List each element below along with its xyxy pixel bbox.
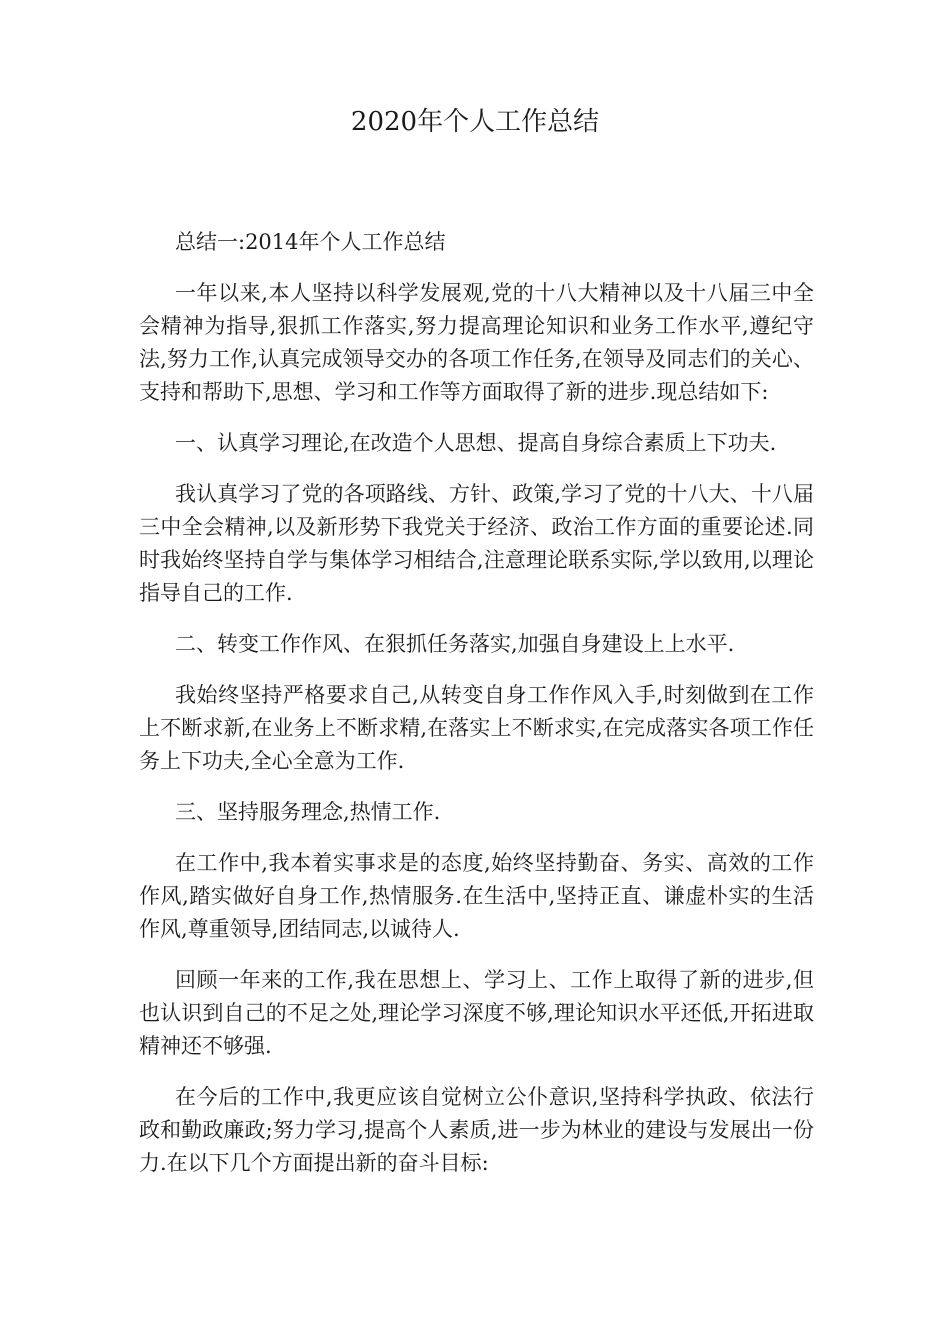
summary-heading: 总结一:2014年个人工作总结	[175, 230, 446, 254]
section-body-3: 在工作中,我本着实事求是的态度,始终坚持勤奋、务实、高效的工作作风,踏实做好自身工作,热情服务.在生活中,坚持正直、谦虚朴实的生活作风,尊重领导,团结同志,以诚待人.	[139, 851, 814, 941]
future-paragraph: 在今后的工作中,我更应该自觉树立公仆意识,坚持科学执政、依法行政和勤政廉政;努力学习,提高个人素质,进一步为林业的建设与发展出一份力.在以下几个方面提出新的奋斗目标:	[139, 1085, 814, 1175]
section-body-2: 我始终坚持严格要求自己,从转变自身工作作风入手,时刻做到在工作上不断求新,在业务上不断求精,在落实上不断求实,在完成落实各项工作任务上下功夫,全心全意为工作.	[139, 683, 814, 773]
section-body-1: 我认真学习了党的各项路线、方针、政策,学习了党的十八大、十八届三中全会精神,以及新形势下我党关于经济、政治工作方面的重要论述.同时我始终坚持自学与集体学习相结合,注意理论联系实际,学以致用,以理论指导自己的工作.	[139, 482, 814, 605]
section-heading-3: 三、坚持服务理念,热情工作.	[175, 800, 441, 824]
review-paragraph: 回顾一年来的工作,我在思想上、学习上、工作上取得了新的进步,但也认识到自己的不足之处,理论学习深度不够,理论知识水平还低,开拓进取精神还不够强.	[139, 968, 814, 1058]
intro-paragraph: 一年以来,本人坚持以科学发展观,党的十八大精神以及十八届三中全会精神为指导,狠抓工作落实,努力提高理论知识和业务工作水平,遵纪守法,努力工作,认真完成领导交办的各项工作任务,在领导及同志们的关心、支持和帮助下,思想、学习和工作等方面取得了新的进步.现总结如下:	[139, 281, 814, 404]
document-body	[139, 226, 814, 1198]
section-heading-2: 二、转变工作作风、在狠抓任务落实,加强自身建设上上水平.	[175, 632, 735, 656]
section-heading-1: 一、认真学习理论,在改造个人思想、提高自身综合素质上下功夫.	[175, 431, 777, 455]
document-title: 2020年个人工作总结	[350, 107, 600, 137]
